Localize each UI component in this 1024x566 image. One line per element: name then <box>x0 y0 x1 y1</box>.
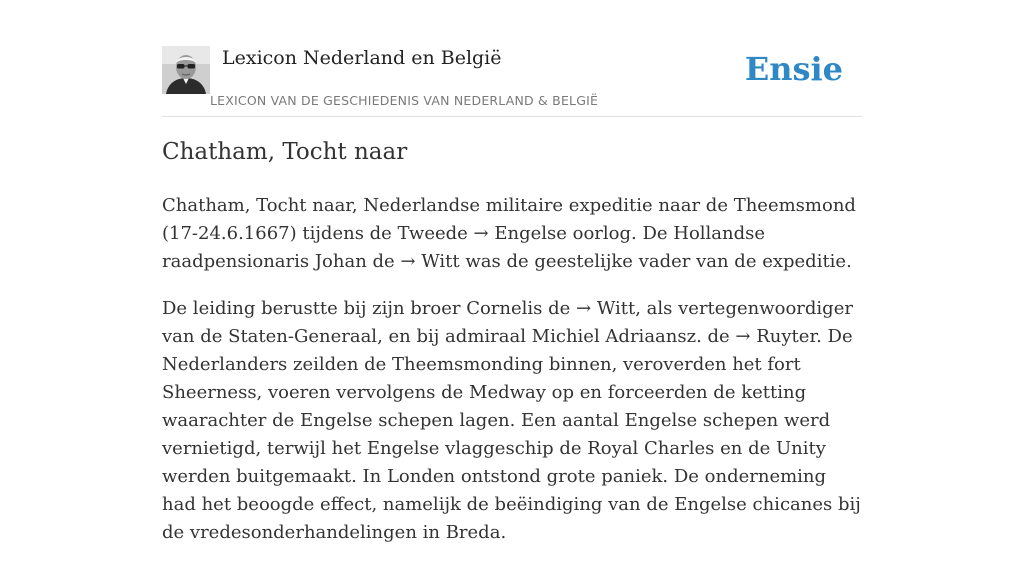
lexicon-subtitle: LEXICON VAN DE GESCHIEDENIS VAN NEDERLAND & BELGIË <box>210 93 599 108</box>
page-header <box>162 46 862 117</box>
author-avatar[interactable] <box>162 46 210 94</box>
article-body <box>162 192 862 566</box>
ensie-logo[interactable]: Ensie <box>744 50 843 88</box>
article-title: Chatham, Tocht naar <box>162 139 408 165</box>
article-paragraph: De leiding berustte bij zijn broer Cornelis de → Witt, als vertegenwoordiger van de Staten-Generaal, en bij admiraal Michiel Adriaansz. de → Ruyter. De Nederlanders zeilden de Theemsmonding binnen, veroverden het fort Sheerness, voeren vervolgens de Medway op en forceerden de ketting waarachter de Engelse schepen lagen. Een aantal Engelse schepen werd vernietigd, terwijl het Engelse vlaggeschip de Royal Charles en de Unity werden buitgemaakt. In Londen ontstond grote paniek. De onderneming had het beoogde effect, namelijk de beëindiging van de Engelse chicanes bij de vredesonderhandelingen in Breda. <box>162 298 861 543</box>
avatar-portrait-icon <box>162 46 210 94</box>
article-paragraph: Chatham, Tocht naar, Nederlandse militaire expeditie naar de Theemsmond (17-24.6.1667) tijdens de Tweede → Engelse oorlog. De Hollandse raadpensionaris Johan de → Witt was de geestelijke vader van de expeditie. <box>162 195 856 272</box>
author-name-link[interactable]: Lexicon Nederland en België <box>222 47 502 69</box>
